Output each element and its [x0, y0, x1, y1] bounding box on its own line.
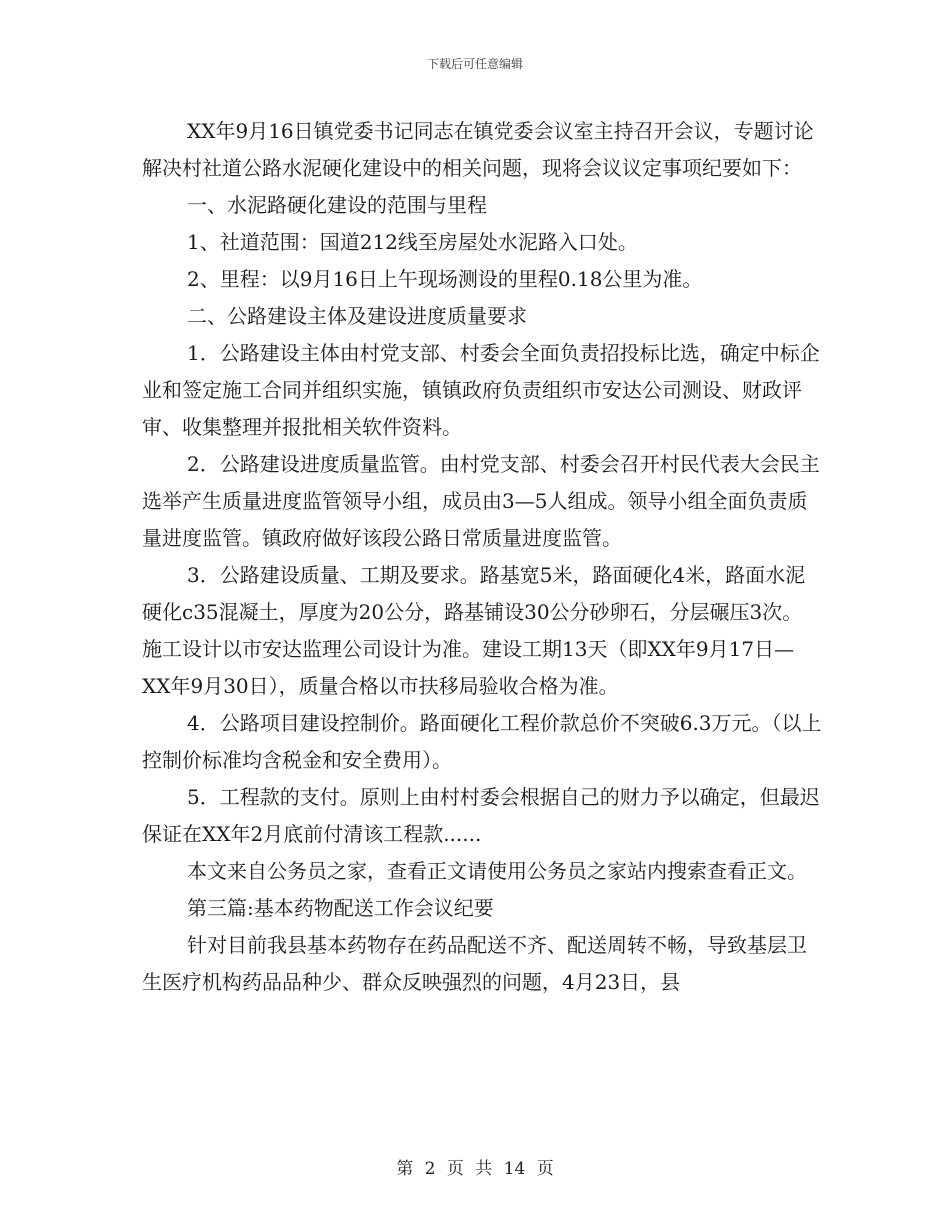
section-heading: 二、公路建设主体及建设进度质量要求	[187, 304, 527, 328]
page-footer: 第 2 页 共 14 页	[396, 1159, 554, 1179]
page-header: 下载后可任意编辑	[426, 57, 523, 71]
paragraph: 5．工程款的支付。原则上由村村委会根据自己的财力予以确定，但最迟保证在XX年2月底前付清该工程款......	[142, 785, 820, 846]
paragraph: 1．公路建设主体由村党支部、村委会全面负责招投标比选，确定中标企业和签定施工合同并组织实施，镇镇政府负责组织市安达公司测设、财政评审、收集整理并报批相关软件资料。	[142, 341, 820, 439]
paragraph: 3．公路建设质量、工期及要求。路基宽5米，路面硬化4米，路面水泥硬化c35混凝土，厚度为20公分，路基铺设30公分砂卵石，分层碾压3次。施工设计以市安达监理公司设计为准。建设工期13天（即XX年9月17日—XX年9月30日），质量合格以市扶移局验收合格为准。	[142, 563, 806, 698]
paragraph: 1、社道范围：国道212线至房屋处水泥路入口处。	[187, 230, 638, 254]
document-body	[142, 113, 822, 1001]
section-heading: 一、水泥路硬化建设的范围与里程	[187, 193, 487, 217]
paragraph: 4．公路项目建设控制价。路面硬化工程价款总价不突破6.3万元。（以上控制价标准均含税金和安全费用）。	[142, 711, 822, 772]
paragraph: XX年9月16日镇党委书记同志在镇党委会议室主持召开会议，专题讨论解决村社道公路水泥硬化建设中的相关问题，现将会议议定事项纪要如下：	[142, 119, 814, 180]
paragraph: 2、里程：以9月16日上午现场测设的里程0.18公里为准。	[187, 267, 703, 291]
section-heading: 第三篇:基本药物配送工作会议纪要	[187, 896, 494, 920]
paragraph: 本文来自公务员之家，查看正文请使用公务员之家站内搜索查看正文。	[187, 859, 807, 883]
paragraph: 2．公路建设进度质量监管。由村党支部、村委会召开村民代表大会民主选举产生质量进度监管领导小组，成员由3—5人组成。领导小组全面负责质量进度监管。镇政府做好该段公路日常质量进度监管。	[142, 452, 820, 550]
paragraph: 针对目前我县基本药物存在药品配送不齐、配送周转不畅，导致基层卫生医疗机构药品品种少、群众反映强烈的问题，4月23日，县	[142, 933, 807, 994]
